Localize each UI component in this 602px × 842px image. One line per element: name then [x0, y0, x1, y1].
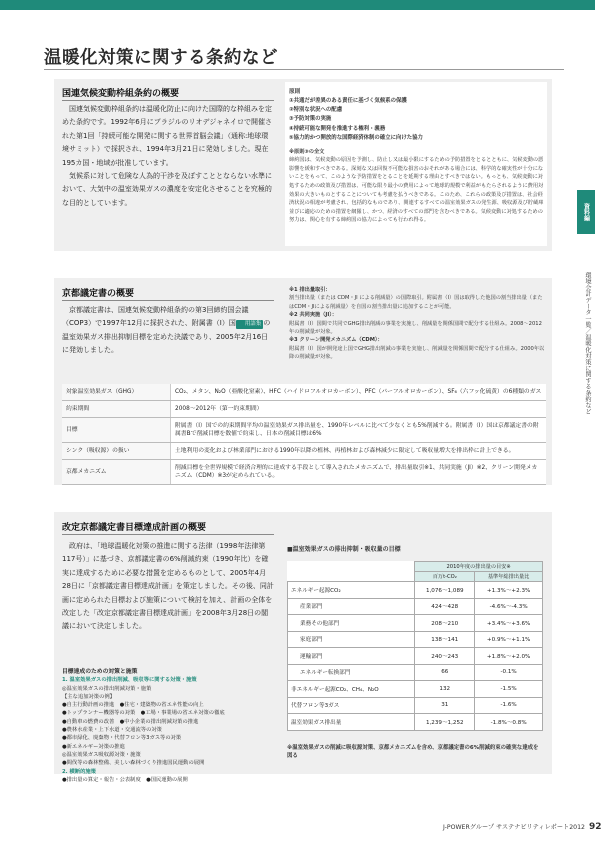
table-row — [288, 631, 543, 648]
heading-underline — [62, 534, 274, 535]
row-emissions: 66 — [415, 664, 475, 681]
plan-line: ●都市緑化、廃棄物・代替フロン等3ガス等の対策 — [62, 735, 182, 742]
row-label: エネルギー転換部門 — [288, 664, 415, 681]
table-row — [62, 460, 546, 485]
top-accent-bar — [0, 0, 595, 10]
row-ratio: -4.6%～-4.3% — [475, 598, 543, 615]
row-ratio: +3.4%～+3.6% — [475, 615, 543, 632]
section-heading-plan: 改定京都議定書目標達成計画の概要 — [62, 523, 207, 533]
row-emissions: 240～243 — [415, 648, 475, 665]
table-value: 土地利用の変化および林業部門における1990年以降の植林、再植林および森林減少に限定して吸収量増大を排出枠に計上できる。 — [171, 443, 547, 460]
principles-title: 原則 — [289, 89, 301, 95]
note-title: ※2 共同実施（JI）： — [289, 312, 338, 319]
principle-item: ①共通だが差異のある責任に基づく気候系の保護 — [289, 97, 407, 104]
table-row — [288, 714, 543, 731]
table-row — [62, 443, 546, 460]
table-label: 京都メカニズム — [62, 460, 171, 485]
table-row — [288, 598, 543, 615]
row-emissions: 132 — [415, 681, 475, 698]
plan-line: 2. 横断的施策 — [62, 768, 97, 775]
table-header: 2010年度の排出量の目安※ — [415, 562, 543, 572]
section-heading-unfccc: 国連気候変動枠組条約の概要 — [62, 89, 180, 99]
table-row — [288, 648, 543, 665]
plan-line: ●自主行動計画の推進 ●住宅・建築物の省エネ性能の向上 — [62, 702, 204, 709]
paragraph: 気候系に対して危険な人為的干渉を及ぼすこととならない水準において、大気中の温室効果ガスの濃度を安定化させることを究極的な目的としています。 — [62, 172, 272, 207]
plan-line: ●トップランナー機器等の対策 ●工場・事業場の省エネ対策の徹底 — [62, 710, 225, 717]
heading-underline — [62, 300, 274, 301]
unfccc-body — [62, 103, 274, 210]
side-vertical-text: 環境会計データ一覧／温暖化対策に関する条約など — [584, 272, 591, 415]
row-label: エネルギー起源CO₂ — [288, 582, 415, 599]
row-label: 業務その他部門 — [288, 615, 415, 632]
table-label: 約束期間 — [62, 401, 171, 418]
article-title: ※原則③の全文 — [289, 148, 325, 155]
principle-item: ④持続可能な開発を推進する権利・義務 — [289, 125, 386, 132]
table-value: 附属書（Ⅰ）国での約束期間平均の温室効果ガス排出量を、1990年レベルに比べて少なくとも5%削減する。附属書（Ⅰ）国は京都議定書の附属書Bで削減目標を数値で約束し、日本の削減目標は6% — [171, 418, 547, 443]
kyoto-table — [62, 384, 546, 485]
plan-line: ●自動車の燃費の改善 ●中小企業の排出削減対策の推進 — [62, 718, 199, 725]
row-label: 温室効果ガス排出量 — [288, 714, 415, 731]
row-emissions: 138～141 — [415, 631, 475, 648]
row-label: 非エネルギー起源CO₂、CH₄、N₂O — [288, 681, 415, 698]
note-text: 割当排出量（または CDM・JI による削減量）の国際取引。附属書（Ⅰ）国は取得した他国の割当排出量（またはCDM・JIによる削減量）を自国の割当排出量に追加することが可能。 — [289, 295, 543, 310]
page-number: 92 — [589, 822, 602, 832]
paragraph: 政府は、「地球温暖化対策の推進に関する法律（1998年法律第117号）」に基づき、京都議定書の6%削減約束（1990年比）を確実に達成するために必要な措置を定めるものとして、2005年4月28日に「京都議定書目標達成計画」を策定しました。その後、同計画に定められた目標および施策について検討を加え、計画の全体を改定した「改定京都議定書目標達成計画」を2008年3月28日の閣議において決定しました。 — [62, 542, 274, 631]
note-text: 附属書（Ⅰ）国間で共同でGHG排出削減の事業を実施し、削減量を関係国間で配分する仕組み。2008～2012年の削減量が対象。 — [289, 320, 542, 336]
plan-line: ●農林水産業・上下水道・交通流等の対策 — [62, 727, 162, 734]
row-label: 運輸部門 — [288, 648, 415, 665]
plan-line: ●間伐等の森林整備、美しい森林づくり推進国民運動の展開 — [62, 760, 205, 767]
row-ratio: +0.9%～+1.1% — [475, 631, 543, 648]
plan-title: 目標達成のための対策と施策 — [62, 669, 138, 675]
row-ratio: +1.8%～+2.0% — [475, 648, 543, 665]
table-row — [62, 401, 546, 418]
section-heading-kyoto: 京都議定書の概要 — [62, 289, 135, 299]
principle-item: ⑤協力的かつ開放的な国際経済体制の確立に向けた協力 — [289, 135, 423, 142]
note-title: ※1 排出量取引： — [289, 287, 331, 293]
article-text: 締約国は、気候変動の原因を予測し、防止し又は最小限にするための予防措置をとるとともに、気候変動の悪影響を緩和すべきである。深刻な又は回復不可能な損害のおそれがある場合には、科学的な確実性が十分にないことをもって、このような予防措置をとることを延期する理由とすべきではない。もっとも、気候変動に対処するための政策及び措置は、可能な限り最小の費用によって地球的規模で利益がもたらされるように費用対効果の大きいものとすることについても考慮を払うべきである。このため、これらの政策及び措置は、社会経済状況の相違が考慮され、包括的なものであり、関連するすべての温室効果ガスの発生源、吸収源及び貯蔵庫並びに適応のための措置を網羅し、かつ、経済のすべての部門を含むべきである。気候変動に対処するための努力は、関心を有する締約国の協力によっても行われ得る。 — [289, 157, 544, 224]
table-value: CO₂、メタン、N₂O（亜酸化窒素）、HFC（ハイドロフルオロカーボン）、PFC（パーフルオロカーボン）、SF₆（六フッ化硫黄）の6種類のガス — [171, 384, 547, 401]
note-title: ※3 クリーン開発メカニズム（CDM）： — [289, 337, 383, 344]
plan-line: ●排出量の算定・報告・公表制度 ●国民運動の展開 — [62, 776, 188, 783]
table-label: シンク（吸収源）の扱い — [62, 443, 171, 460]
kyoto-paragraph-b: の温室効果ガス排出抑制目標を定めた決議であり、2005年2月16日に発効しました。 — [62, 319, 271, 355]
page-title: 温暖化対策に関する条約など — [44, 48, 278, 68]
principle-item: ②特別な状況への配慮 — [289, 107, 343, 113]
table-row — [62, 418, 546, 443]
glossary-tag[interactable]: 用語集 — [236, 320, 264, 329]
table-row — [288, 615, 543, 632]
table-note: ※温室効果ガスの削減に吸収源対策、京都メカニズムを含め、京都議定書の6%削減約束の確実な達成を図る — [287, 745, 539, 759]
plan-line: 1. 温室効果ガスの排出削減、吸収等に関する対策・施策 — [62, 677, 197, 684]
heading-underline — [62, 100, 274, 101]
table-row — [288, 664, 543, 681]
kyoto-paragraph-a: 京都議定書は、国連気候変動枠組条約の第3回締約国会議（COP3）で1997年12月に採択された、附属書（Ⅰ）国 — [62, 306, 249, 328]
table-value: 2008～2012年（第一約束期間） — [171, 401, 547, 418]
table-row — [288, 582, 543, 599]
row-label: 家庭部門 — [288, 631, 415, 648]
table-header: 基準年総排出量比 — [475, 572, 543, 582]
note-text: 附属書（Ⅰ）国が開発途上国でGHG排出削減の事業を実施し、削減量を関係国間で配分する仕組み。2000年以降の削減量が対象。 — [289, 345, 545, 361]
table-row — [62, 384, 546, 401]
row-emissions: 1,239～1,252 — [415, 714, 475, 731]
table-label: 対象温室効果ガス（GHG） — [62, 384, 171, 401]
row-emissions: 1,076～1,089 — [415, 582, 475, 599]
table-header-row — [288, 562, 543, 572]
emissions-table — [287, 561, 543, 731]
paragraph: 国連気候変動枠組条約は温暖化防止に向けた国際的な枠組みを定めた条約です。1992年6月にブラジルのリオデジャネイロで開催された第1回「持続可能な開発に関する世界首脳会議」（通称:地球環境サミット）で採択され、1994年3月21日に発効しました。現在195カ国・地域が批准しています。 — [62, 105, 273, 167]
row-emissions: 208～210 — [415, 615, 475, 632]
plan-line: ◎温室効果ガスの排出削減対策・施策 — [62, 685, 152, 692]
kyoto-body — [62, 304, 274, 358]
row-label: 代替フロン等3ガス — [288, 697, 415, 714]
row-emissions: 31 — [415, 697, 475, 714]
plan-line: 【主な追加対策の例】 — [62, 693, 115, 700]
plan-body — [62, 540, 274, 634]
plan-measures — [62, 668, 282, 784]
row-ratio: -1.5% — [475, 681, 543, 698]
principle-item: ③予防対策の実施 — [289, 116, 332, 123]
kyoto-notes — [289, 286, 545, 362]
row-ratio: -1.8%～0.8% — [475, 714, 543, 731]
row-ratio: +1.3%～+2.3% — [475, 582, 543, 599]
title-divider — [44, 69, 564, 70]
row-label: 産業部門 — [288, 598, 415, 615]
principles-list — [289, 88, 544, 225]
page-footer — [443, 822, 602, 832]
table-row — [288, 681, 543, 698]
row-emissions: 424～428 — [415, 598, 475, 615]
table-label: 目標 — [62, 418, 171, 443]
row-ratio: -1.6% — [475, 697, 543, 714]
table-row — [288, 697, 543, 714]
plan-line: ●新エネルギー対策の推進 — [62, 743, 125, 750]
emissions-table-title: ■温室効果ガスの排出抑制・吸収量の目標 — [287, 546, 401, 553]
side-tab[interactable]: 資料編 — [577, 190, 595, 234]
row-ratio: -0.1% — [475, 664, 543, 681]
table-header: 百万t-CO₂ — [415, 572, 475, 582]
plan-line: ◎温室効果ガス吸収源対策・施策 — [62, 751, 141, 758]
report-name: J-POWERグループ サステナビリティレポート2012 — [443, 824, 585, 831]
table-value: 削減目標を全世界規模で経済合理的に達成する手段として導入されたメカニズムで、排出量取引※1、共同実施（JI）※2、クリーン開発メカニズム（CDM）※3が定められている。 — [171, 460, 547, 485]
